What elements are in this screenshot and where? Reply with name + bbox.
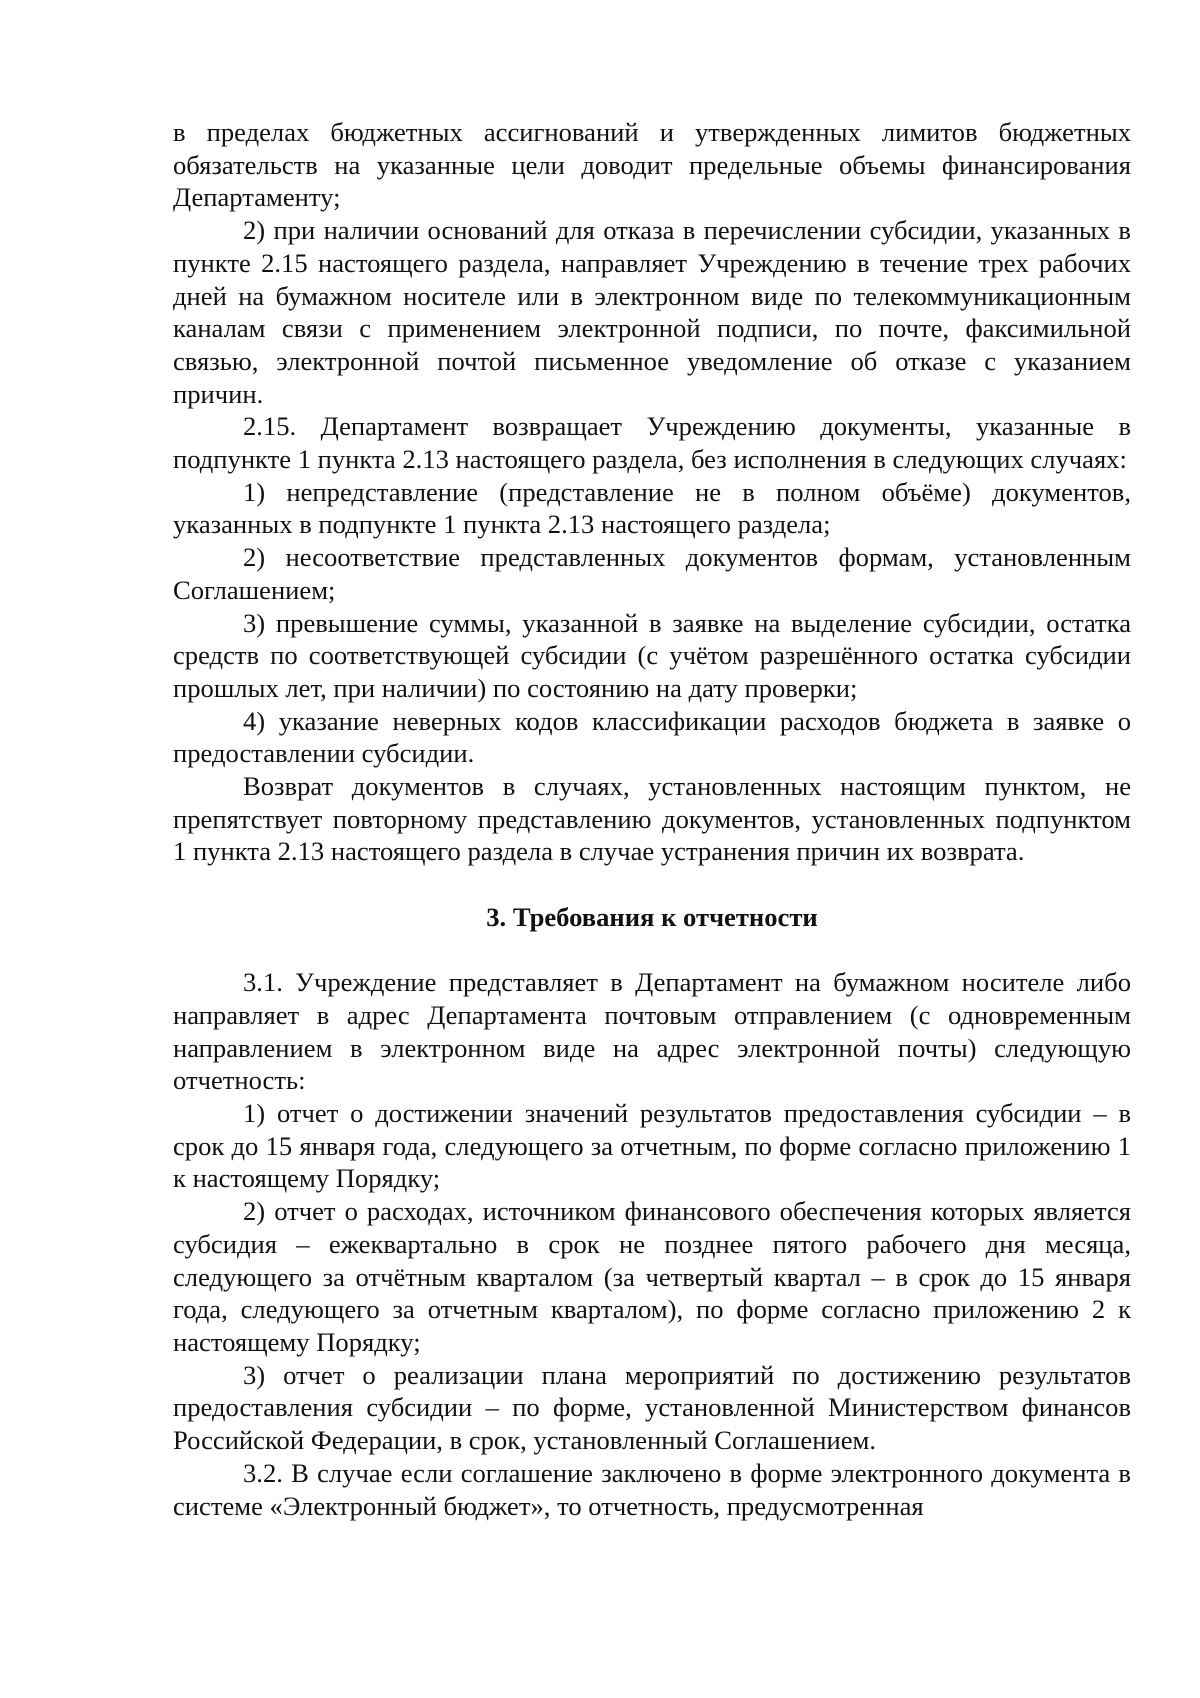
paragraph-2-15-item-4: 4) указание неверных кодов классификации расходов бюджета в заявке о предоставлении субсидии. [173, 705, 1131, 769]
paragraph-2-15-item-1: 1) непредставление (представление не в полном объёме) документов, указанных в подпункте 1 пункта 2.13 настоящего раздела; [173, 476, 1131, 540]
paragraph-return-documents: Возврат документов в случаях, установленных настоящим пунктом, не препятствует повторному представлению документов, установленных подпунктом 1 пункта 2.13 настоящего раздела в случае устранения причин их возврата. [173, 771, 1131, 867]
paragraph-2-15: 2.15. Департамент возвращает Учреждению документы, указанные в подпункте 1 пункта 2.13 настоящего раздела, без исполнения в следующих случаях: [173, 411, 1131, 475]
paragraph-2-15-item-2: 2) несоответствие представленных документов формам, установленным Соглашением; [173, 542, 1131, 605]
paragraph-3-1: 3.1. Учреждение представляет в Департамент на бумажном носителе либо направляет в адрес Департамента почтовым отправлением (с одновременным направлением в электронном виде на адрес электронной почты) следующую отчетность: [173, 967, 1131, 1096]
paragraph-funding-limits: в пределах бюджетных ассигнований и утвержденных лимитов бюджетных обязательств на указанные цели доводит предельные объемы финансирования Департаменту; [173, 117, 1131, 213]
document-body [173, 116, 1131, 1522]
paragraph-3-1-item-1: 1) отчет о достижении значений результатов предоставления субсидии – в срок до 15 января года, следующего за отчетным, по форме согласно приложению 1 к настоящему Порядку; [173, 1098, 1131, 1194]
paragraph-3-1-item-3: 3) отчет о реализации плана мероприятий по достижению результатов предоставления субсидии – по форме, установленной Министерством финансов Российской Федерации, в срок, установленный Соглашением. [173, 1359, 1131, 1456]
paragraph-2-15-item-3: 3) превышение суммы, указанной в заявке на выделение субсидии, остатка средств по соответствующей субсидии (с учётом разрешённого остатка субсидии прошлых лет, при наличии) по состоянию на дату проверки; [173, 607, 1131, 703]
section-heading: 3. Требования к отчетности [486, 901, 818, 932]
paragraph-3-2: 3.2. В случае если соглашение заключено в форме электронного документа в системе «Электронный бюджет», то отчетность, предусмотренная [173, 1457, 1131, 1521]
paragraph-3-1-item-2: 2) отчет о расходах, источником финансового обеспечения которых является субсидия – ежеквартально в срок не позднее пятого рабочего дня месяца, следующего за отчётным кварталом (за четвертый квартал – в срок до 15 января года, следующего за отчетным кварталом), по форме согласно приложению 2 к настоящему Порядку; [173, 1196, 1131, 1357]
paragraph-refusal-notice: 2) при наличии оснований для отказа в перечислении субсидии, указанных в пункте 2.15 настоящего раздела, направляет Учреждению в течение трех рабочих дней на бумажном носителе или в электронном виде по телекоммуникационным каналам связи с применением электронной подписи, по почте, факсимильной связью, электронной почтой письменное уведомление об отказе с указанием причин. [173, 215, 1131, 409]
